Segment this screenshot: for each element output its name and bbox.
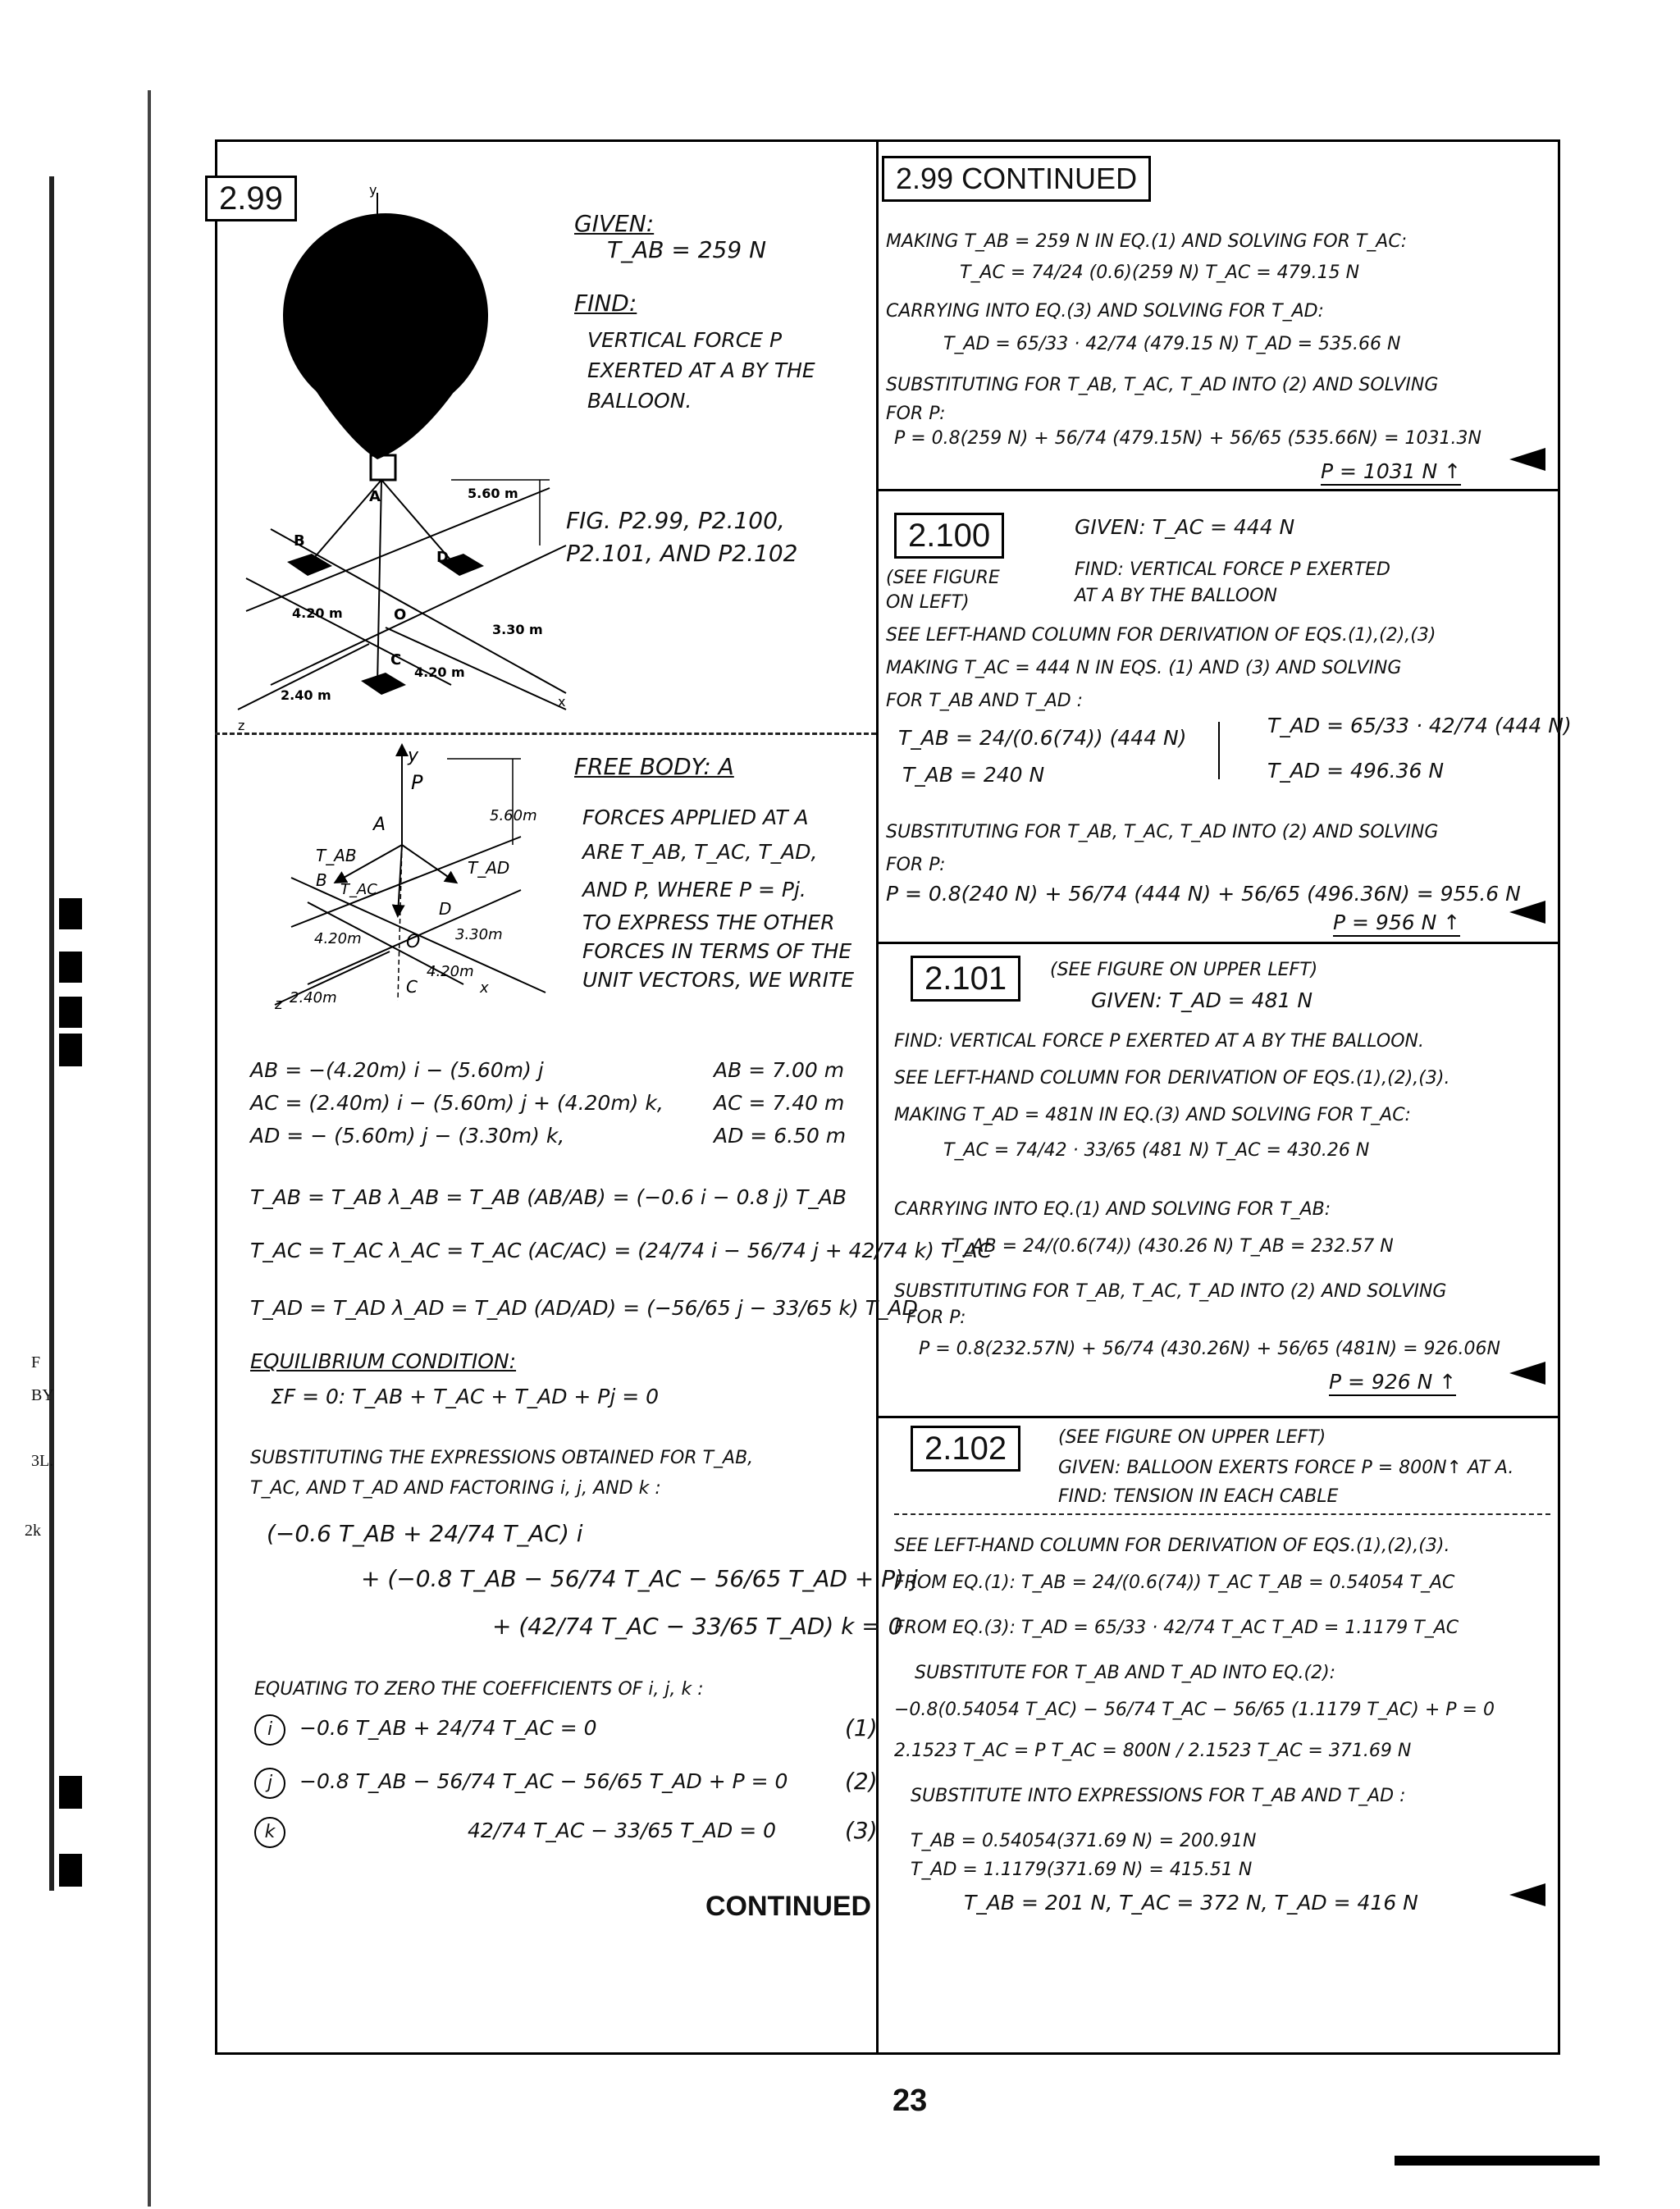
fig1-dim: 3.30 m <box>492 622 543 637</box>
binder-tab <box>59 952 82 983</box>
answer-marker <box>1509 1362 1545 1385</box>
fig1-label-y: y <box>369 182 377 198</box>
free-body-text: FORCES APPLIED AT A <box>582 806 809 829</box>
fig1-label-B: B <box>294 532 305 550</box>
c1-line: MAKING T_AB = 259 N IN EQ.(1) AND SOLVING FOR T_AC: <box>886 231 1408 252</box>
balloon-figure <box>238 182 582 733</box>
fb-label-C: C <box>406 977 418 997</box>
p100-find: FIND: VERTICAL FORCE P EXERTED <box>1075 559 1390 580</box>
problem-label-299-continued: 2.99 CONTINUED <box>882 156 1151 202</box>
fb-label-B: B <box>316 870 327 890</box>
fig1-dim: 4.20 m <box>292 605 343 621</box>
fb-dim: 4.20m <box>314 930 362 947</box>
fig1-label-D: D <box>436 549 449 566</box>
continued-label: CONTINUED <box>705 1891 872 1922</box>
substitution-text: T_AC, AND T_AD AND FACTORING i, j, AND k : <box>250 1478 661 1499</box>
p100-see: ON LEFT) <box>886 592 970 613</box>
c1-line: P = 0.8(259 N) + 56/74 (479.15N) + 56/65 (535.66N) = 1031.3N <box>894 428 1481 449</box>
find-line: BALLOON. <box>587 389 692 413</box>
fb-dim: 3.30m <box>455 926 503 943</box>
p100-line: P = 0.8(240 N) + 56/74 (444 N) + 56/65 (496.36N) = 955.6 N <box>886 882 1521 906</box>
equation-number: (2) <box>845 1768 878 1795</box>
fb-label-D: D <box>439 899 452 919</box>
binder-tab <box>59 898 82 929</box>
vector-mag: AD = 6.50 m <box>714 1124 847 1148</box>
c1-line: FOR P: <box>886 404 946 424</box>
p101-line: FOR P: <box>906 1308 966 1328</box>
problem-label-299: 2.99 <box>205 176 297 221</box>
answer-marker <box>1509 448 1545 471</box>
equation: −0.6 T_AB + 24/74 T_AC = 0 <box>299 1716 597 1740</box>
factored-eq: (−0.6 T_AB + 24/74 T_AC) i <box>267 1520 583 1547</box>
c1-answer: P = 1031 N ↑ <box>1321 459 1461 486</box>
unit-eq: T_AB = T_AB λ_AB = T_AB (AB/AB) = (−0.6 i − 0.8 j) T_AB <box>250 1185 847 1209</box>
fb-label-P: P <box>411 771 423 794</box>
p102-dashed <box>894 1513 1550 1515</box>
fb-label-y: y <box>408 746 419 766</box>
fig1-label-O: O <box>394 606 407 623</box>
problem-label-2100: 2.100 <box>894 513 1004 559</box>
p100-separator <box>1218 722 1220 779</box>
c1-line: SUBSTITUTING FOR T_AB, T_AC, T_AD INTO (2) AND SOLVING <box>886 375 1439 395</box>
p101-line: SUBSTITUTING FOR T_AB, T_AC, T_AD INTO (2) AND SOLVING <box>894 1281 1447 1302</box>
answer-marker <box>1509 901 1545 924</box>
fb-dim: 2.40m <box>290 989 337 1006</box>
divider-2100 <box>876 942 1560 944</box>
p101-line: P = 0.8(232.57N) + 56/74 (430.26N) + 56/65 (481N) = 926.06N <box>919 1339 1500 1359</box>
equation: 42/74 T_AC − 33/65 T_AD = 0 <box>468 1819 777 1842</box>
p101-line: MAKING T_AD = 481N IN EQ.(3) AND SOLVING FOR T_AC: <box>894 1105 1411 1125</box>
p100-see: (SEE FIGURE <box>886 568 1000 588</box>
fig-caption: P2.101, AND P2.102 <box>566 540 798 567</box>
fig1-label-A: A <box>369 488 381 505</box>
equilibrium-title: EQUILIBRIUM CONDITION: <box>250 1349 517 1373</box>
p102-line: T_AB = 0.54054(371.69 N) = 200.91N <box>911 1831 1257 1851</box>
p102-line: 2.1523 T_AC = P T_AC = 800N / 2.1523 T_AC = 371.69 N <box>894 1741 1412 1761</box>
p100-find: AT A BY THE BALLOON <box>1075 586 1278 606</box>
fig1-dim: 5.60 m <box>468 486 518 501</box>
problem-label-2102: 2.102 <box>911 1426 1020 1472</box>
p102-line: FROM EQ.(3): T_AD = 65/33 · 42/74 T_AC T_AD = 1.1179 T_AC <box>894 1618 1459 1638</box>
free-body-title: FREE BODY: A <box>574 753 734 780</box>
p101-line: FIND: VERTICAL FORCE P EXERTED AT A BY THE BALLOON. <box>894 1031 1424 1052</box>
fig-caption: FIG. P2.99, P2.100, <box>566 507 785 534</box>
free-body-figure <box>275 738 578 1013</box>
vector-eq: AD = − (5.60m) j − (3.30m) k, <box>250 1124 565 1148</box>
c1-line: T_AD = 65/33 · 42/74 (479.15 N) T_AD = 535.66 N <box>943 334 1401 354</box>
free-body-text: TO EXPRESS THE OTHER <box>582 911 835 934</box>
vector-mag: AC = 7.40 m <box>714 1091 845 1115</box>
fb-label-tad: T_AD <box>468 858 510 878</box>
margin-mark: 2k <box>25 1522 41 1540</box>
find-title: FIND: <box>574 290 637 317</box>
binder-tab <box>59 1034 82 1066</box>
fb-label-tac: T_AC <box>340 881 377 898</box>
factored-eq: + (42/74 T_AC − 33/65 T_AD) k = 0 <box>492 1613 903 1640</box>
p100-line: SUBSTITUTING FOR T_AB, T_AC, T_AD INTO (2) AND SOLVING <box>886 822 1439 842</box>
p102-line: SEE LEFT-HAND COLUMN FOR DERIVATION OF EQS.(1),(2),(3). <box>894 1536 1450 1556</box>
binder-tab <box>59 1854 82 1887</box>
unit-eq: T_AC = T_AC λ_AC = T_AC (AC/AC) = (24/74 i − 56/74 j + 42/74 k) T_AC <box>250 1239 993 1262</box>
p102-see: (SEE FIGURE ON UPPER LEFT) <box>1058 1427 1326 1448</box>
given-title: GIVEN: <box>574 210 655 237</box>
substitution-text: SUBSTITUTING THE EXPRESSIONS OBTAINED FOR T_AB, <box>250 1448 754 1468</box>
binder-tab <box>59 997 82 1028</box>
factored-eq: + (−0.8 T_AB − 56/74 T_AC − 56/65 T_AD + P) j <box>361 1565 918 1592</box>
divider-2101 <box>876 1416 1560 1418</box>
equation: −0.8 T_AB − 56/74 T_AC − 56/65 T_AD + P = 0 <box>299 1769 788 1793</box>
p100-tab: T_AB = 24/(0.6(74)) (444 N) <box>898 726 1187 750</box>
divider-299c <box>876 489 1560 491</box>
left-dashed-divider <box>215 733 876 735</box>
p100-tad: T_AD = 65/33 · 42/74 (444 N) <box>1267 714 1572 737</box>
p100-tab: T_AB = 240 N <box>902 763 1045 787</box>
p101-given: GIVEN: T_AD = 481 N <box>1091 988 1313 1012</box>
fig1-label-C: C <box>390 651 402 669</box>
fb-label-A: A <box>373 815 386 835</box>
p100-line: FOR T_AB AND T_AD : <box>886 691 1084 711</box>
p101-answer: P = 926 N ↑ <box>1329 1370 1456 1396</box>
p102-line: T_AD = 1.1179(371.69 N) = 415.51 N <box>911 1860 1253 1880</box>
p102-given: GIVEN: BALLOON EXERTS FORCE P = 800N↑ AT A. <box>1058 1458 1514 1478</box>
margin-mark: 3L. <box>31 1452 54 1470</box>
p102-line: FROM EQ.(1): T_AB = 24/(0.6(74)) T_AC T_AB = 0.54054 T_AC <box>894 1572 1455 1593</box>
p101-line: SEE LEFT-HAND COLUMN FOR DERIVATION OF EQS.(1),(2),(3). <box>894 1068 1450 1089</box>
equating-text: EQUATING TO ZERO THE COEFFICIENTS OF i, j, k : <box>254 1679 704 1700</box>
p100-tad: T_AD = 496.36 N <box>1267 759 1445 783</box>
free-body-text: ARE T_AB, T_AC, T_AD, <box>582 840 818 864</box>
free-body-text: FORCES IN TERMS OF THE <box>582 939 852 963</box>
p102-answer: T_AB = 201 N, T_AC = 372 N, T_AD = 416 N <box>964 1891 1418 1915</box>
equation-number: (1) <box>845 1714 878 1741</box>
coef-j-circle: j <box>254 1768 285 1799</box>
fb-label-x: x <box>480 979 489 997</box>
scan-edge-shadow <box>148 90 151 2207</box>
fb-dim: 4.20m <box>427 963 474 980</box>
p102-line: −0.8(0.54054 T_AC) − 56/74 T_AC − 56/65 (1.1179 T_AC) + P = 0 <box>894 1700 1495 1720</box>
page-number: 23 <box>892 2083 928 2118</box>
problem-label-2101: 2.101 <box>911 956 1020 1002</box>
equation-number: (3) <box>845 1817 878 1844</box>
p101-see: (SEE FIGURE ON UPPER LEFT) <box>1050 960 1318 980</box>
margin-mark: BY <box>31 1386 54 1404</box>
p100-line: SEE LEFT-HAND COLUMN FOR DERIVATION OF EQS.(1),(2),(3) <box>886 625 1436 646</box>
p102-line: SUBSTITUTE FOR T_AB AND T_AD INTO EQ.(2): <box>915 1663 1336 1683</box>
fig1-label-x: x <box>558 694 566 710</box>
vector-eq: AC = (2.40m) i − (5.60m) j + (4.20m) k, <box>250 1091 664 1115</box>
p100-answer: P = 956 N ↑ <box>1333 911 1460 937</box>
answer-marker <box>1509 1883 1545 1906</box>
fig1-dim: 2.40 m <box>281 687 331 703</box>
fig1-dim: 4.20 m <box>414 664 465 680</box>
vector-mag: AB = 7.00 m <box>714 1058 845 1082</box>
free-body-text: UNIT VECTORS, WE WRITE <box>582 968 855 992</box>
equilibrium-sum: ΣF = 0: T_AB + T_AC + T_AD + Pj = 0 <box>271 1385 660 1408</box>
fb-label-z: z <box>275 996 283 1013</box>
fb-label-tab: T_AB <box>316 846 357 865</box>
p102-find: FIND: TENSION IN EACH CABLE <box>1058 1486 1339 1507</box>
p100-line: MAKING T_AC = 444 N IN EQS. (1) AND (3) AND SOLVING <box>886 658 1402 678</box>
scan-edge-bar <box>49 176 54 1891</box>
p101-line: CARRYING INTO EQ.(1) AND SOLVING FOR T_AB: <box>894 1199 1331 1220</box>
c1-line: T_AC = 74/24 (0.6)(259 N) T_AC = 479.15 N <box>960 262 1360 283</box>
c1-line: CARRYING INTO EQ.(3) AND SOLVING FOR T_AD: <box>886 301 1324 322</box>
fb-dim: 5.60m <box>490 807 537 824</box>
p100-given: GIVEN: T_AC = 444 N <box>1075 515 1295 539</box>
fb-label-O: O <box>406 932 421 952</box>
fig1-label-z: z <box>238 718 245 733</box>
p102-line: SUBSTITUTE INTO EXPRESSIONS FOR T_AB AND T_AD : <box>911 1786 1406 1806</box>
margin-mark: F <box>31 1353 41 1371</box>
coef-i-circle: i <box>254 1714 285 1746</box>
vector-eq: AB = −(4.20m) i − (5.60m) j <box>250 1058 544 1082</box>
scan-bottom-bar <box>1395 2156 1600 2166</box>
find-line: EXERTED AT A BY THE <box>587 358 815 382</box>
p101-line: T_AC = 74/42 · 33/65 (481 N) T_AC = 430.26 N <box>943 1140 1370 1161</box>
p100-line: FOR P: <box>886 855 946 875</box>
given-value: T_AB = 259 N <box>607 236 767 263</box>
find-line: VERTICAL FORCE P <box>587 328 783 352</box>
coef-k-circle: k <box>254 1817 285 1848</box>
unit-eq: T_AD = T_AD λ_AD = T_AD (AD/AD) = (−56/65 j − 33/65 k) T_AD <box>250 1296 918 1320</box>
free-body-text: AND P, WHERE P = Pj. <box>582 878 806 901</box>
binder-tab <box>59 1776 82 1809</box>
p101-line: T_AB = 24/(0.6(74)) (430.26 N) T_AB = 232.57 N <box>952 1236 1394 1257</box>
